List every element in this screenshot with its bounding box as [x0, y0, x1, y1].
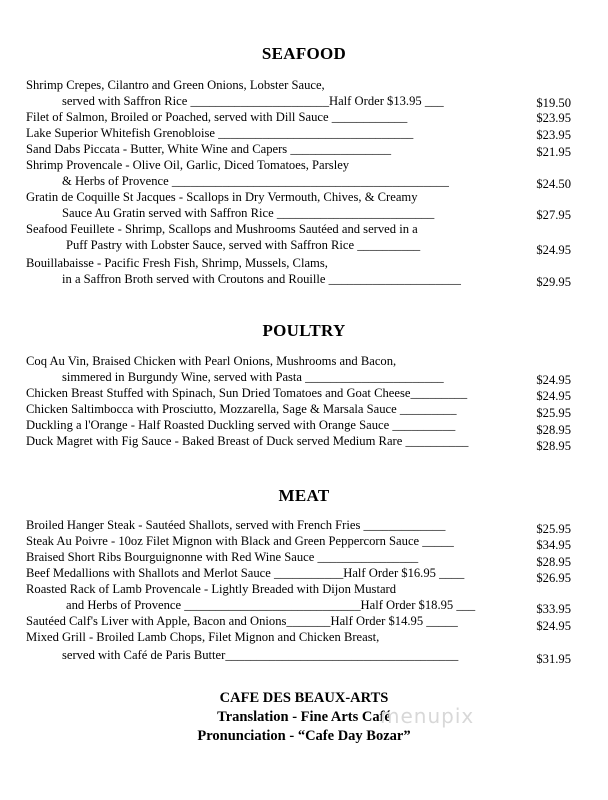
- menu-price: $19.50: [536, 96, 571, 110]
- menu-item-line: Gratin de Coquille St Jacques - Scallops in Dry Vermouth, Chives, & Creamy: [26, 190, 418, 204]
- menu-item-line: Duck Magret with Fig Sauce - Baked Breast of Duck served Medium Rare __________: [26, 434, 469, 448]
- menu-item-line: and Herbs of Provence ____________________________Half Order $18.95 ___: [66, 598, 476, 612]
- menu-price: $24.95: [536, 389, 571, 403]
- menu-item-line: served with Café de Paris Butter_____________________________________: [62, 648, 459, 662]
- menu-item-line: Mixed Grill - Broiled Lamb Chops, Filet Mignon and Chicken Breast,: [26, 630, 380, 644]
- menu-price: $28.95: [536, 423, 571, 437]
- meat-heading: MEAT: [278, 486, 330, 505]
- menu-price: $23.95: [536, 128, 571, 142]
- menu-price: $29.95: [536, 275, 571, 289]
- menu-item-line: simmered in Burgundy Wine, served with Pasta ______________________: [62, 370, 444, 384]
- menu-price: $24.95: [536, 243, 571, 257]
- menu-item-line: Shrimp Crepes, Cilantro and Green Onions, Lobster Sauce,: [26, 78, 325, 92]
- menu-item-line: Filet of Salmon, Broiled or Poached, served with Dill Sauce ____________: [26, 110, 408, 124]
- menu-item-line: Chicken Breast Stuffed with Spinach, Sun Dried Tomatoes and Goat Cheese_________: [26, 386, 468, 400]
- menu-item-line: served with Saffron Rice ______________________Half Order $13.95 ___: [62, 94, 444, 108]
- menu-price: $28.95: [536, 439, 571, 453]
- menu-item-line: Chicken Saltimbocca with Prosciutto, Mozzarella, Sage & Marsala Sauce _________: [26, 402, 457, 416]
- restaurant-name: CAFE DES BEAUX-ARTS: [219, 690, 389, 706]
- pronunciation-line: Pronunciation - “Cafe Day Bozar”: [197, 728, 411, 744]
- seafood-heading: SEAFOOD: [261, 44, 347, 63]
- menu-price: $34.95: [536, 538, 571, 552]
- poultry-heading: POULTRY: [262, 321, 346, 340]
- menu-item-line: Puff Pastry with Lobster Sauce, served with Saffron Rice __________: [66, 238, 421, 252]
- translation-line: Translation - Fine Arts Café: [217, 709, 391, 725]
- menu-item-line: Sauce Au Gratin served with Saffron Rice _________________________: [62, 206, 435, 220]
- menu-item-line: Beef Medallions with Shallots and Merlot Sauce ___________Half Order $16.95 ____: [26, 566, 465, 580]
- menu-price: $21.95: [536, 145, 571, 159]
- menu-price: $24.95: [536, 619, 571, 633]
- menu-item-line: Bouillabaisse - Pacific Fresh Fish, Shrimp, Mussels, Clams,: [26, 256, 328, 270]
- menu-price: $28.95: [536, 555, 571, 569]
- menu-item-line: Shrimp Provencale - Olive Oil, Garlic, Diced Tomatoes, Parsley: [26, 158, 350, 172]
- menu-price: $24.95: [536, 373, 571, 387]
- menu-item-line: Sand Dabs Piccata - Butter, White Wine and Capers ________________: [26, 142, 392, 156]
- menu-item-line: in a Saffron Broth served with Croutons and Rouille _____________________: [62, 272, 461, 286]
- menu-price: $25.95: [536, 406, 571, 420]
- menu-item-line: Sautéed Calf's Liver with Apple, Bacon and Onions_______Half Order $14.95 _____: [26, 614, 458, 628]
- menu-item-line: Roasted Rack of Lamb Provencale - Lightly Breaded with Dijon Mustard: [26, 582, 397, 596]
- menu-item-line: Duckling a l'Orange - Half Roasted Duckling served with Orange Sauce __________: [26, 418, 456, 432]
- menu-item-line: Coq Au Vin, Braised Chicken with Pearl Onions, Mushrooms and Bacon,: [26, 354, 397, 368]
- menu-price: $25.95: [536, 522, 571, 536]
- watermark: menupix: [380, 704, 475, 728]
- menu-price: $24.50: [536, 177, 571, 191]
- menu-item-line: Lake Superior Whitefish Grenobloise _______________________________: [26, 126, 414, 140]
- menu-price: $26.95: [536, 571, 571, 585]
- menu-item-line: Broiled Hanger Steak - Sautéed Shallots, served with French Fries _____________: [26, 518, 446, 532]
- menu-item-line: Seafood Feuillete - Shrimp, Scallops and Mushrooms Sautéed and served in a: [26, 222, 418, 236]
- menu-item-line: & Herbs of Provence ____________________________________________: [62, 174, 449, 188]
- menu-price: $31.95: [536, 652, 571, 666]
- menu-item-line: Braised Short Ribs Bourguignonne with Red Wine Sauce ________________: [26, 550, 419, 564]
- menu-price: $33.95: [536, 602, 571, 616]
- menu-price: $27.95: [536, 208, 571, 222]
- menu-item-line: Steak Au Poivre - 10oz Filet Mignon with Black and Green Peppercorn Sauce _____: [26, 534, 454, 548]
- menu-price: $23.95: [536, 111, 571, 125]
